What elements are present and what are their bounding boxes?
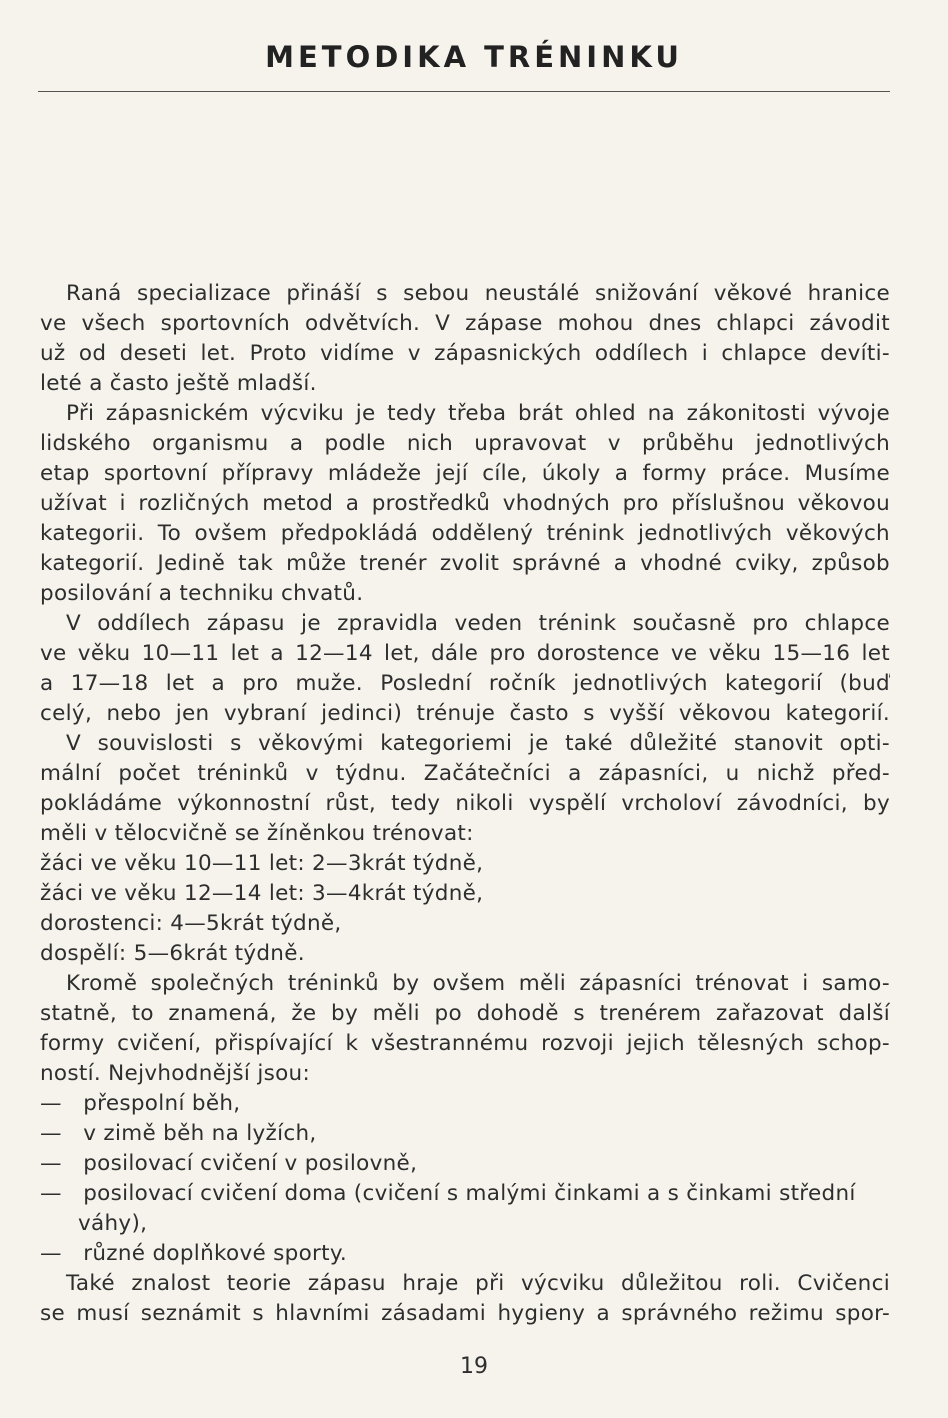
text-line: V souvislosti s věkovými kategoriemi je také důležité stanovit opti- xyxy=(66,731,890,756)
text-line: statně, to znamená, že by měli po dohodě s trenérem zařazovat další xyxy=(40,1001,890,1026)
text-line: a 17—18 let a pro muže. Poslední ročník jednotlivých kategorií (buď xyxy=(40,671,890,696)
text-line: posilování a techniku chvatů. xyxy=(40,581,364,606)
list-item xyxy=(40,1239,890,1269)
list-dash: — xyxy=(40,1091,62,1116)
list-item-continuation: váhy), xyxy=(78,1211,148,1236)
text-line: už od deseti let. Proto vidíme v zápasnických oddílech i chlapce devíti- xyxy=(40,341,890,366)
running-header: METODIKA TRÉNINKU xyxy=(265,40,683,74)
text-line: formy cvičení, přispívající k všestrannému rozvoji jejich tělesných schop- xyxy=(40,1031,890,1056)
text-line: mální počet tréninků v týdnu. Začátečníci a zápasníci, u nichž před- xyxy=(40,761,890,786)
text-line: celý, nebo jen vybraní jedinci) trénuje často s vyšší věkovou kategorií. xyxy=(40,701,890,726)
list-item-text: posilovací cvičení doma (cvičení s malými činkami a s činkami střední xyxy=(83,1181,856,1206)
text-line: pokládáme výkonnostní růst, tedy nikoli vyspělí vrcholoví závodníci, by xyxy=(40,791,890,816)
list-dash: — xyxy=(40,1121,62,1146)
list-item-text: přespolní běh, xyxy=(83,1091,241,1116)
list-item-text: posilovací cvičení v posilovně, xyxy=(83,1151,418,1176)
list-item xyxy=(40,1089,890,1119)
text-line: Při zápasnickém výcviku je tedy třeba brát ohled na zákonitosti vývoje xyxy=(66,401,890,426)
list-dash: — xyxy=(40,1181,62,1206)
text-line: lidského organismu a podle nich upravovat v průběhu jednotlivých xyxy=(40,431,890,456)
text-line: Kromě společných tréninků by ovšem měli zápasníci trénovat i samo- xyxy=(66,971,890,996)
list-item-text: různé doplňkové sporty. xyxy=(83,1241,347,1266)
text-line: se musí seznámit s hlavními zásadami hygieny a správného režimu spor- xyxy=(40,1301,890,1326)
schedule-item: žáci ve věku 12—14 let: 3—4krát týdně, xyxy=(40,881,484,906)
text-line: ností. Nejvhodnější jsou: xyxy=(40,1061,311,1086)
text-line: V oddílech zápasu je zpravidla veden trénink současně pro chlapce xyxy=(66,611,890,636)
list-dash: — xyxy=(40,1241,62,1266)
text-line: leté a často ještě mladší. xyxy=(40,371,317,396)
body-text xyxy=(40,279,890,1329)
list-dash: — xyxy=(40,1151,62,1176)
text-line: Také znalost teorie zápasu hraje při výcviku důležitou roli. Cvičenci xyxy=(66,1271,890,1296)
schedule-item: dorostenci: 4—5krát týdně, xyxy=(40,911,342,936)
text-line: kategorii. To ovšem předpokládá oddělený trénink jednotlivých věkových xyxy=(40,521,890,546)
list-item xyxy=(40,1119,890,1149)
page-number: 19 xyxy=(460,1354,488,1379)
schedule-item: žáci ve věku 10—11 let: 2—3krát týdně, xyxy=(40,851,484,876)
text-line: ve věku 10—11 let a 12—14 let, dále pro dorostence ve věku 15—16 let xyxy=(40,641,890,666)
text-line: kategorií. Jedině tak může trenér zvolit správné a vhodné cviky, způsob xyxy=(40,551,890,576)
list-item xyxy=(40,1149,890,1179)
schedule-item: dospělí: 5—6krát týdně. xyxy=(40,941,305,966)
list-item-text: v zimě běh na lyžích, xyxy=(83,1121,317,1146)
text-line: měli v tělocvičně se žíněnkou trénovat: xyxy=(40,821,474,846)
text-line: etap sportovní přípravy mládeže její cíle, úkoly a formy práce. Musíme xyxy=(40,461,890,486)
text-line: Raná specializace přináší s sebou neustálé snižování věkové hranice xyxy=(66,281,890,306)
list-item xyxy=(40,1179,890,1209)
text-line: užívat i rozličných metod a prostředků vhodných pro příslušnou věkovou xyxy=(40,491,890,516)
header-rule xyxy=(38,91,890,92)
text-line: ve všech sportovních odvětvích. V zápase mohou dnes chlapci závodit xyxy=(40,311,890,336)
